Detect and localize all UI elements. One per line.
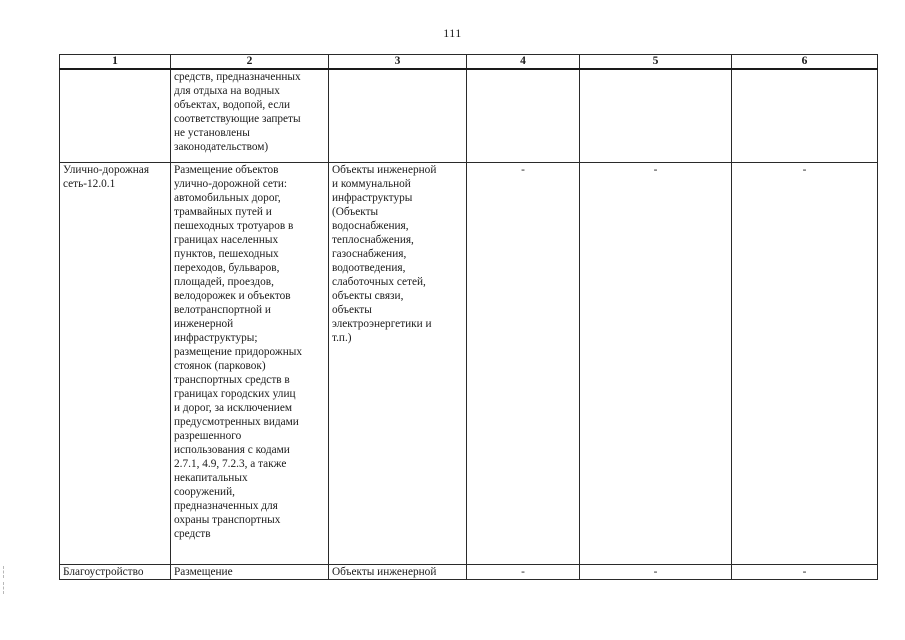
dash-value: - xyxy=(521,565,525,578)
table-cell xyxy=(467,564,580,579)
dash-value: - xyxy=(802,163,807,176)
cell-text: средств, предназначенных для отдыха на водных объектах, водопой, если соответствующие запреты не установлены законодательством) xyxy=(174,71,301,153)
column-header-3: 3 xyxy=(329,55,467,70)
column-header-6: 6 xyxy=(732,55,878,70)
table-row xyxy=(60,162,878,564)
dash-value: - xyxy=(653,565,658,578)
dash-value: - xyxy=(802,565,807,578)
column-header-1: 1 xyxy=(60,55,171,70)
table-cell xyxy=(60,564,171,579)
table-cell xyxy=(329,162,467,564)
table-cell xyxy=(732,564,878,579)
table-cell xyxy=(732,69,878,162)
dash-value: - xyxy=(521,163,525,176)
dash-value: - xyxy=(653,163,658,176)
page-number: 111 xyxy=(443,26,462,40)
scan-margin-mark xyxy=(3,582,5,594)
table-cell xyxy=(171,162,329,564)
table-cell xyxy=(60,69,171,162)
scan-margin-mark xyxy=(3,566,5,578)
cell-text: Размещение xyxy=(174,565,233,578)
table-cell xyxy=(329,69,467,162)
table-cell xyxy=(467,162,580,564)
cell-text: Улично-дорожная сеть-12.0.1 xyxy=(63,163,150,190)
column-header-4: 4 xyxy=(467,55,580,70)
document-table xyxy=(59,54,878,580)
cell-text: Объекты инженерной xyxy=(332,565,437,578)
table-cell xyxy=(171,564,329,579)
column-header-2: 2 xyxy=(171,55,329,70)
column-header-5: 5 xyxy=(580,55,732,70)
table-cell xyxy=(329,564,467,579)
cell-text: Благоустройство xyxy=(63,565,144,578)
table-cell xyxy=(60,162,171,564)
table-row xyxy=(60,69,878,162)
table-cell xyxy=(580,69,732,162)
table-cell xyxy=(732,162,878,564)
table-cell xyxy=(580,564,732,579)
table-cell xyxy=(467,69,580,162)
table-row xyxy=(60,564,878,579)
table-header-row xyxy=(60,55,878,70)
cell-text: Размещение объектов улично-дорожной сети: автомобильных дорог, трамвайных путей и пешеходных тротуаров в границах населенных пунктов, пешеходных переходов, бульваров, площадей, проездов, велодорожек и объектов велотранспортной и инженерной инфраструктуры; размещение придорожных стоянок (парковок) транспортных средств в границах городских улиц и дорог, за исключением предусмотренных видами разрешенного использования с кодами 2.7.1, 4.9, 7.2.3, а также некапитальных сооружений, предназначенных для охраны транспортных средств xyxy=(174,163,303,540)
table-cell xyxy=(580,162,732,564)
cell-text: Объекты инженерной и коммунальной инфраструктуры (Объекты водоснабжения, теплоснабжения, газоснабжения, водоотведения, слаботочных сетей, объекты связи, объекты электроэнергетики и т.п.) xyxy=(332,163,437,344)
table-cell xyxy=(171,69,329,162)
